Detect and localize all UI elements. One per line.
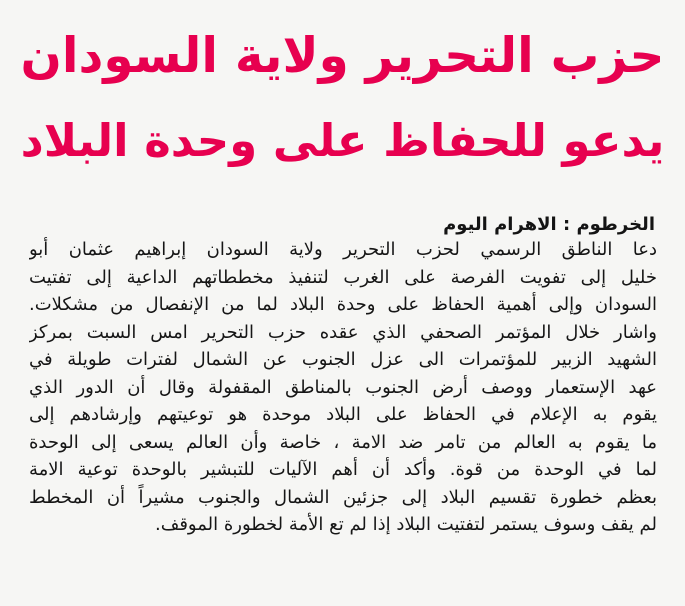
body-line: بعظم خطورة تقسيم البلاد إلى جزئين الشمال والجنوب مشيراً أن المخطط [29,486,657,508]
body-line: لم يقف وسوف يستمر لتفتيت البلاد إذا لم تع الأمة لخطورة الموقف. [154,514,657,535]
headline-line-1: حزب التحرير ولاية السودان [20,28,665,84]
body-line: دعا الناطق الرسمي لحزب التحرير ولاية السودان إبراهيم عثمان أبو [29,239,657,260]
body-line: يقوم به الإعلام في الحفاظ على البلاد موحدة هو توعيتهم وإرشادهم إلى [29,404,657,425]
body-line: واشار خلال المؤتمر الصحفي الذي عقده حزب التحرير امس السبت بمركز [29,321,657,343]
article-body [29,236,657,539]
body-line: ما يقوم به العالم من تامر ضد الامة ، خاصة وأن العالم يسعى إلى الوحدة [29,431,657,453]
body-line: خليل إلى تفويت الفرصة على الغرب لتنفيذ مخططاتهم الداعية إلى تفتيت [29,266,657,288]
byline: الخرطوم : الاهرام اليوم [443,214,655,235]
headline-line-2: يدعو للحفاظ على وحدة البلاد [20,114,665,167]
body-line: الشهيد الزبير للمؤتمرات الى عزل الجنوب عن الشمال لفترات طويلة في [29,349,657,370]
body-line: لما في الوحدة من قوة. وأكد أن أهم الآليات للتبشير بالوحدة توعية الامة [29,459,657,480]
body-line: السودان وإلى أهمية الحفاظ على وحدة البلاد لما من الإنفصال من مشكلات. [29,294,657,315]
body-line: عهد الإستعمار ووصف أرض الجنوب بالمناطق المقفولة وقال أن الدور الذي [29,376,657,398]
